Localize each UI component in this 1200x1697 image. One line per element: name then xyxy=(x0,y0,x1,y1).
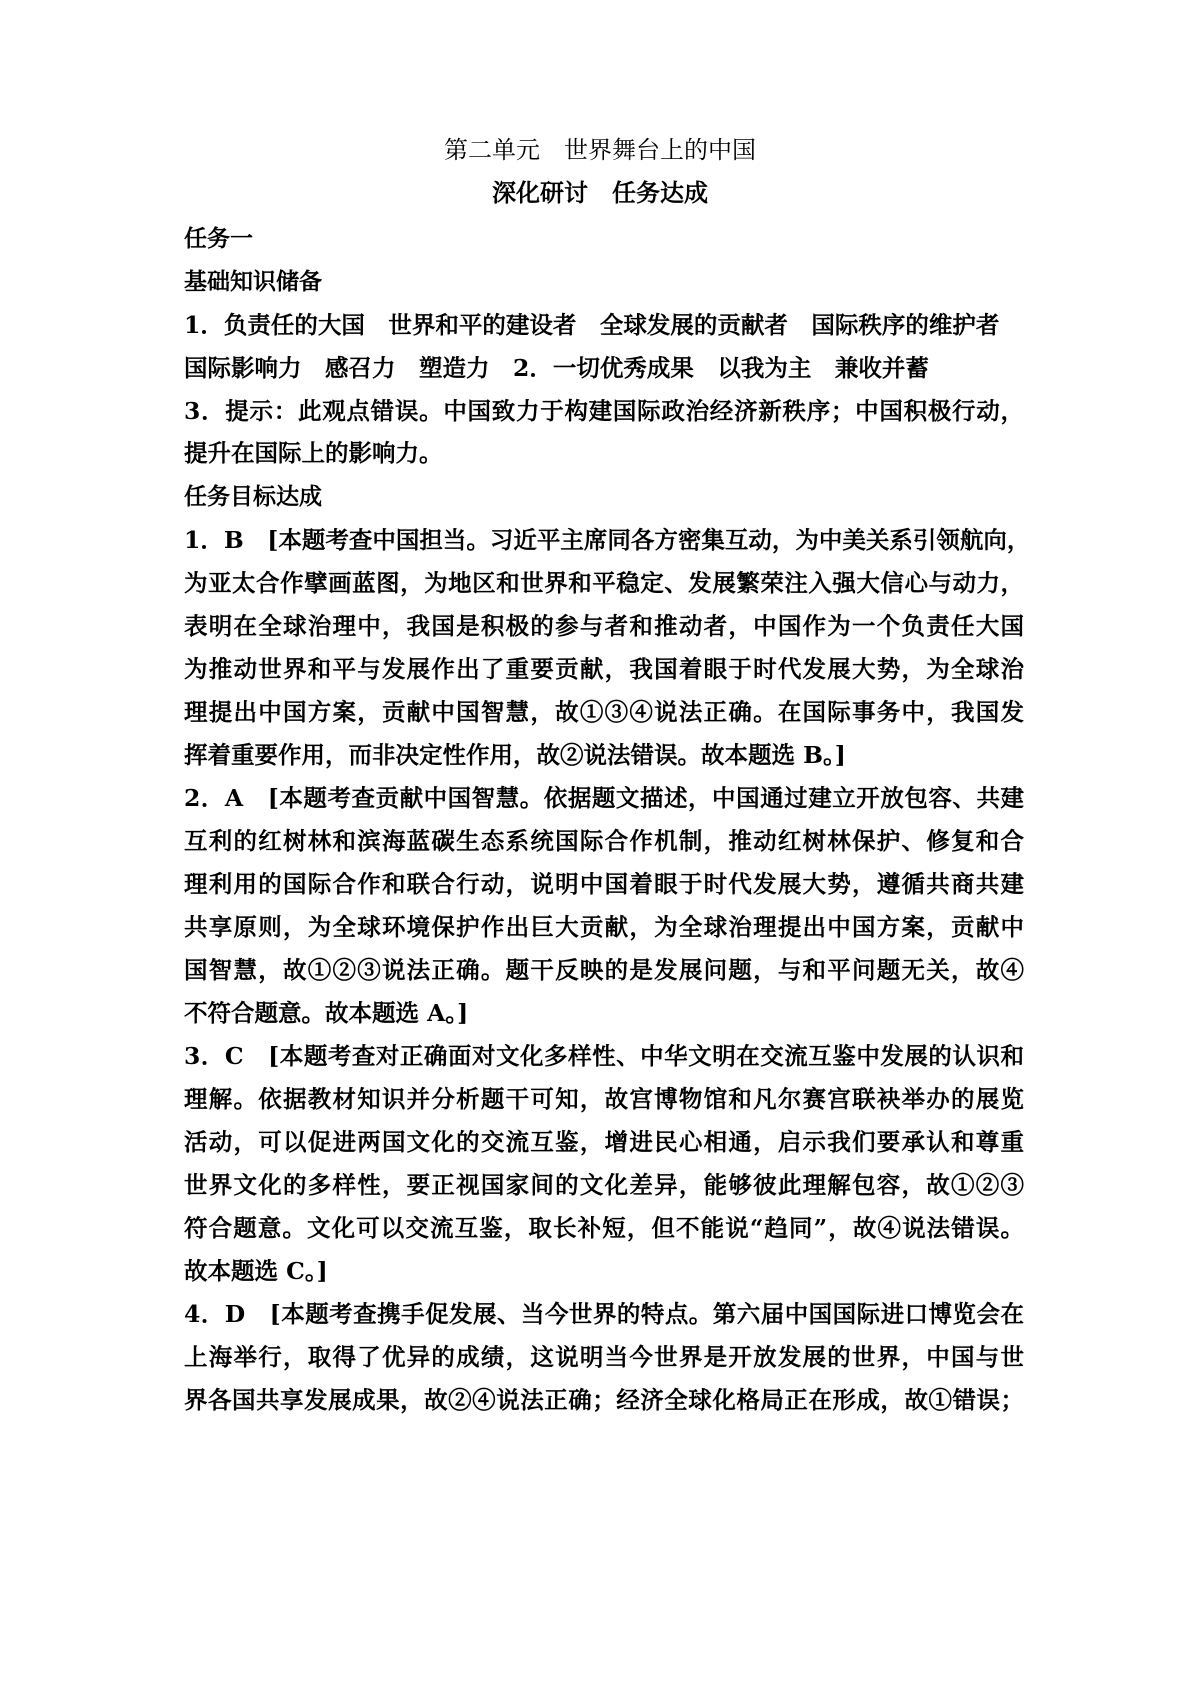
answer-line: 世界文化的多样性，要正视国家间的文化差异，能够彼此理解包容，故①②③ xyxy=(184,1171,1024,1199)
basics-line: 3．提示：此观点错误。中国致力于构建国际政治经济新秩序；中国积极行动， xyxy=(184,397,1024,425)
section-heading-task-one: 任务一 xyxy=(184,225,253,252)
answer-line: 共享原则，为全球环境保护作出巨大贡献，为全球治理提出中国方案，贡献中 xyxy=(184,913,1024,941)
page-subtitle: 深化研讨 任务达成 xyxy=(492,178,708,207)
answer-line: 国智慧，故①②③说法正确。题干反映的是发展问题，与和平问题无关，故④ xyxy=(184,956,1024,984)
answer-line: 表明在全球治理中，我国是积极的参与者和推动者，中国作为一个负责任大国 xyxy=(184,612,1024,640)
answer-line: 4．D [本题考查携手促发展、当今世界的特点。第六届中国国际进口博览会在 xyxy=(184,1300,1024,1328)
answer-line: 界各国共享发展成果，故②④说法正确；经济全球化格局正在形成，故①错误； xyxy=(184,1386,1024,1414)
answer-line: 1．B [本题考查中国担当。习近平主席同各方密集互动，为中美关系引领航向， xyxy=(184,526,1031,554)
answer-line: 2．A [本题考查贡献中国智慧。依据题文描述，中国通过建立开放包容、共建 xyxy=(184,784,1024,812)
answer-line: 理提出中国方案，贡献中国智慧，故①③④说法正确。在国际事务中，我国发 xyxy=(184,698,1024,726)
answer-line: 为亚太合作擘画蓝图，为地区和世界和平稳定、发展繁荣注入强大信心与动力， xyxy=(184,569,1024,597)
answer-line: 互利的红树林和滨海蓝碳生态系统国际合作机制，推动红树林保护、修复和合 xyxy=(184,827,1024,855)
answer-line: 活动，可以促进两国文化的交流互鉴，增进民心相通，启示我们要承认和尊重 xyxy=(184,1128,1024,1156)
answer-line: 符合题意。文化可以交流互鉴，取长补短，但不能说“趋同”，故④说法错误。 xyxy=(184,1214,1024,1242)
answer-line: 挥着重要作用，而非决定性作用，故②说法错误。故本题选 B。] xyxy=(184,741,846,769)
answer-line: 理利用的国际合作和联合行动，说明中国着眼于时代发展大势，遵循共商共建 xyxy=(184,870,1024,898)
section-subheading-basics: 基础知识储备 xyxy=(184,268,322,295)
section-heading-goals: 任务目标达成 xyxy=(184,483,322,510)
basics-line: 国际影响力 感召力 塑造力 2．一切优秀成果 以我为主 兼收并蓄 xyxy=(184,354,929,382)
unit-title: 第二单元 世界舞台上的中国 xyxy=(444,136,756,164)
answer-line: 上海举行，取得了优异的成绩，这说明当今世界是开放发展的世界，中国与世 xyxy=(184,1343,1024,1371)
answer-line: 不符合题意。故本题选 A。] xyxy=(184,999,469,1027)
answer-line: 理解。依据教材知识并分析题干可知，故宫博物馆和凡尔赛宫联袂举办的展览 xyxy=(184,1085,1024,1113)
answer-line: 为推动世界和平与发展作出了重要贡献，我国着眼于时代发展大势，为全球治 xyxy=(184,655,1024,683)
basics-line: 提升在国际上的影响力。 xyxy=(184,439,443,467)
answer-line: 3．C [本题考查对正确面对文化多样性、中华文明在交流互鉴中发展的认识和 xyxy=(184,1042,1024,1070)
answer-line: 故本题选 C。] xyxy=(184,1257,328,1285)
basics-line: 1．负责任的大国 世界和平的建设者 全球发展的贡献者 国际秩序的维护者 xyxy=(184,311,1000,339)
